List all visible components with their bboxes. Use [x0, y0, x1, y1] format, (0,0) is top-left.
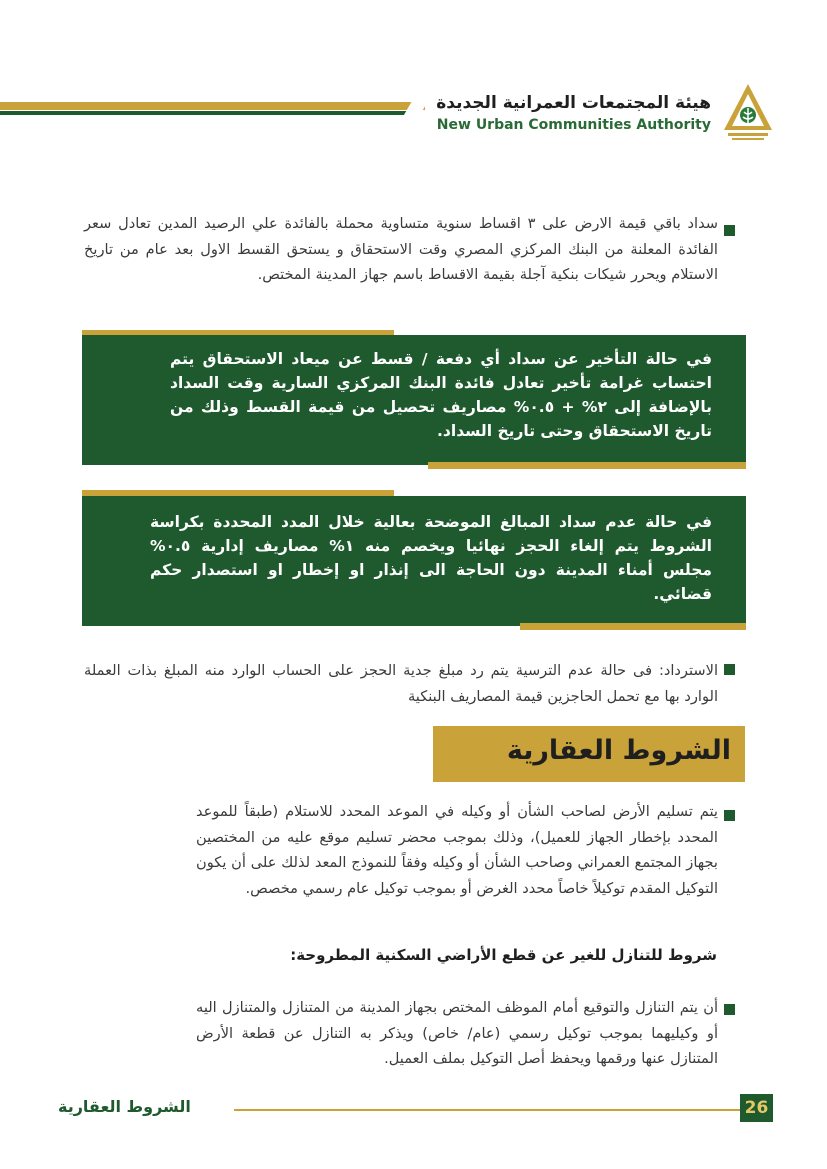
paragraph-refund: الاسترداد: فى حالة عدم الترسية يتم رد مبلغ جدية الحجز على الحساب الوارد منه المبلغ بذات العملة الوارد بها مع تحمل الحاجزين قيمة المصاريف البنكية — [84, 662, 718, 705]
non-payment-text: في حالة عدم سداد المبالغ الموضحة بعالية خلال المدد المحددة بكراسة الشروط يتم إلغاء الحجز نهائيا ويخصم منه ١% مصاريف إدارية ٠.٥% مجلس أمناء المدينة دون الحاجة الى إنذار او إخطار او استصدار حكم قضائي. — [150, 513, 712, 603]
nuca-logo-icon — [722, 82, 774, 144]
section-title-box — [433, 726, 745, 782]
bullet-square — [724, 664, 735, 675]
header-gold-rule — [0, 102, 425, 110]
page-number: 26 — [740, 1094, 773, 1122]
subheading-waiver-conditions: شروط للتنازل للغير عن قطع الأراضي السكنية المطروحة: — [290, 946, 717, 964]
footer-gold-line — [234, 1109, 740, 1111]
paragraph-waiver: أن يتم التنازل والتوقيع أمام الموظف المختص بجهاز المدينة من المتنازل والمتنازل اليه أو وكيليهما بموجب توكيل رسمي (عام/ خاص) ويذكر به التنازل عن قطعة الأرض المتنازل عنها ورقمها ويحفظ أصل التوكيل بملف العميل. — [196, 999, 718, 1067]
header-green-rule — [0, 111, 419, 115]
bullet-square — [724, 225, 735, 236]
bullet-square — [724, 810, 735, 821]
section-title: الشروط العقارية — [506, 735, 731, 766]
org-name-english: New Urban Communities Authority — [436, 117, 711, 133]
box1-bottom-gold-bar — [428, 462, 746, 469]
paragraph-land-handover: يتم تسليم الأرض لصاحب الشأن أو وكيله في الموعد المحدد للاستلام (طبقاً للموعد المحدد بإخطار الجهاز للعميل)، وذلك بموجب محضر تسليم موقع عليه من المختصين بجهاز المجتمع العمراني وصاحب الشأن أو وكيله وفقاً للنموذج المعد لذلك على أن يكون التوكيل المقدم توكيلاً خاصاً محدد الغرض أو بموجب توكيل عام رسمي مخصص. — [196, 803, 718, 897]
paragraph-installments: سداد باقي قيمة الارض على ٣ اقساط سنوية متساوية محملة بالفائدة علي الرصيد المدين تعادل سعر الفائدة المعلنة من البنك المركزي المصري وقت الاستحقاق و يستحق القسط الاول بعد عام من تاريخ الاستلام ويحرر شيكات بنكية آجلة بقيمة الاقساط باسم جهاز المدينة المختص. — [84, 215, 718, 283]
bullet-square — [724, 1004, 735, 1015]
late-payment-text: في حالة التأخير عن سداد أي دفعة / قسط عن ميعاد الاستحقاق يتم احتساب غرامة تأخير تعادل فائدة البنك المركزي السارية وقت السداد بالإضافة إلى ٢% + ٠.٥% مصاريف تحصيل من قيمة القسط وذلك من تاريخ الاستحقاق وحتى تاريخ السداد. — [170, 350, 713, 440]
footer-section-label: الشروط العقارية — [58, 1097, 191, 1116]
org-name-arabic: هيئة المجتمعات العمرانية الجديدة — [436, 93, 711, 113]
box2-bottom-gold-bar — [520, 623, 746, 630]
